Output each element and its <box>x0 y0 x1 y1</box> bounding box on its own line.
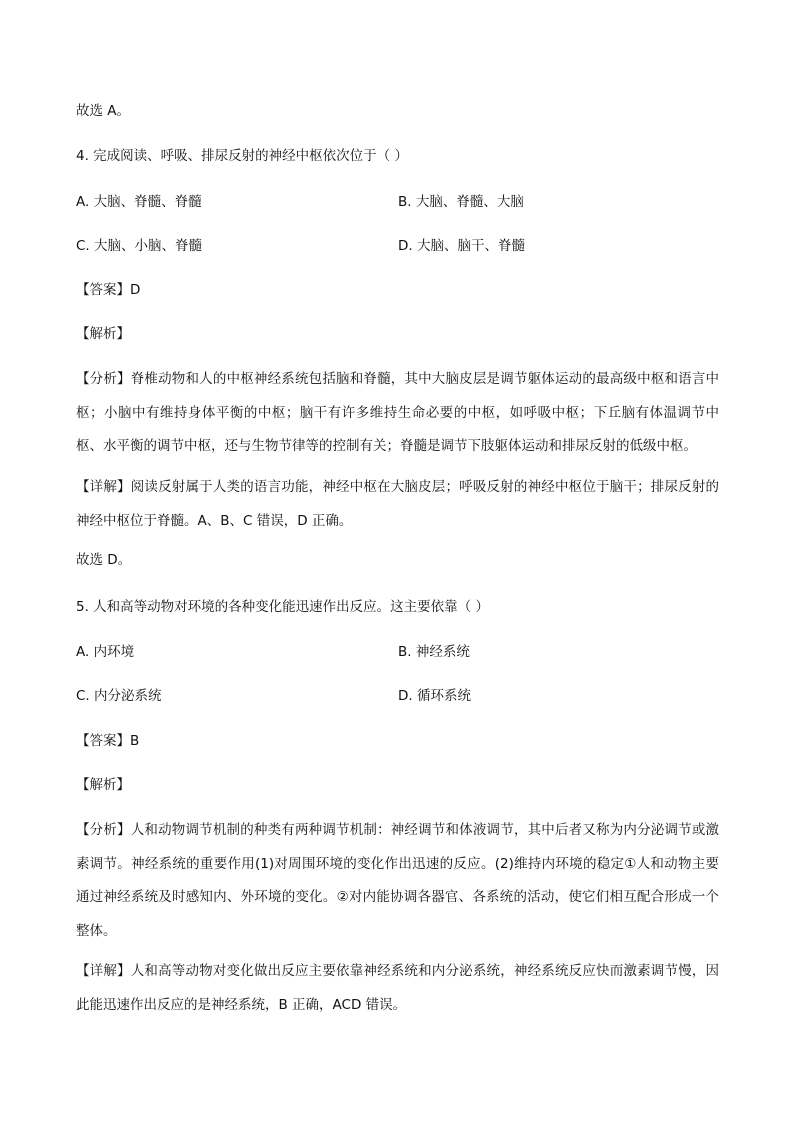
question-4-answer: 【答案】D <box>76 282 141 298</box>
question-5-option-d: D. 循环系统 <box>398 688 471 704</box>
question-5-analysis: 【分析】人和动物调节机制的种类有两种调节机制：神经调节和体液调节，其中后者又称为内分泌调节或激素调节。神经系统的重要作用(1)对周围环境的变化作出迅速的反应。(2)维持内环境的稳定①人和动物主要通过神经系统及时感知内、外环境的变化。②对内能协调各器官、各系统的活动，使它们相互配合形成一个整体。 <box>76 822 719 939</box>
question-4-option-a: A. 大脑、脊髓、脊髓 <box>76 194 202 210</box>
question-5-option-b: B. 神经系统 <box>398 644 470 660</box>
question-5-option-c: C. 内分泌系统 <box>76 688 162 704</box>
question-4-detail: 【详解】阅读反射属于人类的语言功能，神经中枢在大脑皮层；呼吸反射的神经中枢位于脑干；排尿反射的神经中枢位于脊髓。A、B、C 错误，D 正确。 <box>76 479 719 529</box>
question-4-analysis: 【分析】脊椎动物和人的中枢神经系统包括脑和脊髓，其中大脑皮层是调节躯体运动的最高级中枢和语言中枢；小脑中有维持身体平衡的中枢；脑干有许多维持生命必要的中枢，如呼吸中枢；下丘脑有体温调节中枢、水平衡的调节中枢，还与生物节律等的控制有关；脊髓是调节下肢躯体运动和排尿反射的低级中枢。 <box>76 371 719 454</box>
previous-conclusion: 故选 A。 <box>76 103 131 119</box>
question-4-stem: 4. 完成阅读、呼吸、排尿反射的神经中枢依次位于（ ） <box>76 148 408 164</box>
question-4-conclusion: 故选 D。 <box>76 552 132 568</box>
question-5-answer: 【答案】B <box>76 733 140 749</box>
question-4-option-b: B. 大脑、脊髓、大脑 <box>398 194 524 210</box>
question-4-analysis-heading: 【解析】 <box>76 326 130 342</box>
question-5-option-a: A. 内环境 <box>76 644 135 660</box>
question-4-option-d: D. 大脑、脑干、脊髓 <box>398 238 525 254</box>
question-5-detail: 【详解】人和高等动物对变化做出反应主要依靠神经系统和内分泌系统，神经系统反应快而激素调节慢，因此能迅速作出反应的是神经系统，B 正确，ACD 错误。 <box>76 963 719 1013</box>
question-4-option-c: C. 大脑、小脑、脊髓 <box>76 238 203 254</box>
question-5-stem: 5. 人和高等动物对环境的各种变化能迅速作出反应。这主要依靠（ ） <box>76 599 489 615</box>
question-5-analysis-heading: 【解析】 <box>76 777 130 793</box>
